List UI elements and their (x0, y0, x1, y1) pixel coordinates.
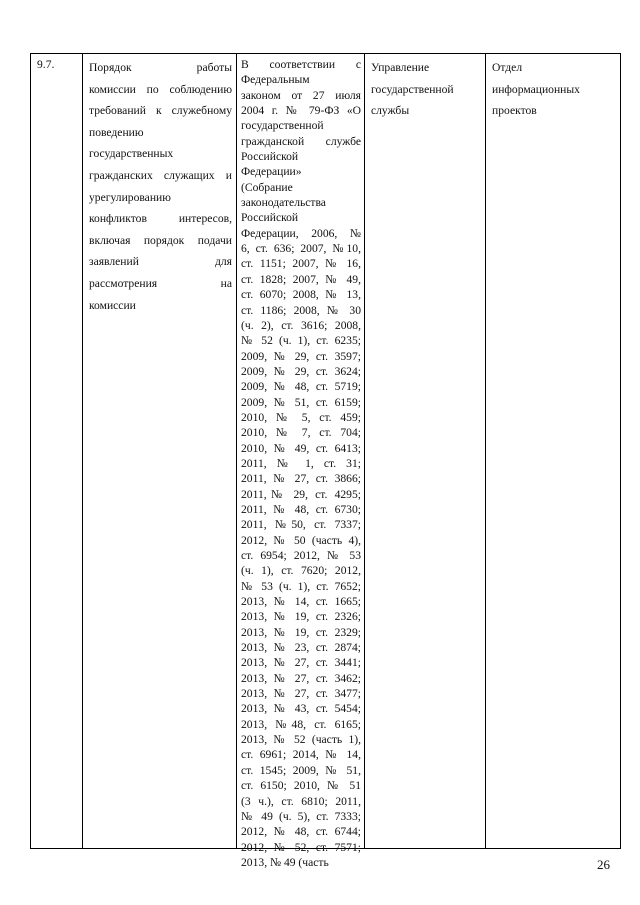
text-line: ст. 1151; 2007, № 16, (241, 257, 361, 271)
text-line: 2011, № 27, ст. 3866; (241, 472, 361, 486)
legal-basis-cell (237, 54, 365, 869)
text-line: 2009, № 29, ст. 3597; (241, 349, 361, 363)
text-line: 2013, № 52 (часть 1), (241, 733, 361, 747)
legal-basis-text (237, 54, 364, 869)
text-line: 2009, № 29, ст. 3624; (241, 364, 361, 378)
text-line: конфликтов интересов, (89, 212, 232, 226)
text-line: 2009, № 51, ст. 6159; (241, 395, 361, 409)
text-line: 2013, № 14, ст. 1665; (241, 595, 361, 609)
text-line: государственных (89, 147, 174, 161)
text-line: № 53 (ч. 1), ст. 7652; (241, 579, 361, 593)
text-line: Российской (241, 211, 299, 225)
text-line: (ч. 2), ст. 3616; 2008, (241, 318, 361, 332)
text-line: поведению (89, 125, 144, 139)
text-line: ст. 6150; 2010, № 51 (241, 779, 361, 793)
text-line: 2010, № 5, ст. 459; (241, 410, 361, 424)
text-line: 2010, № 7, ст. 704; (241, 426, 361, 440)
page-number: 26 (597, 857, 610, 872)
row-number-cell (31, 54, 83, 849)
text-line: заявлений для (89, 255, 232, 269)
text-line: (3 ч.), ст. 6810; 2011, (241, 794, 361, 808)
department-text (365, 54, 485, 848)
text-line: 2013, № 43, ст. 5454; (241, 702, 361, 716)
row-number: 9.7. (37, 58, 55, 71)
text-line: Порядок работы (89, 61, 232, 74)
text-line: № 52 (ч. 1), ст. 6235; (241, 334, 361, 348)
text-line: Отдел (492, 61, 523, 74)
procedure-name-cell (83, 54, 237, 849)
text-line: Федерации» (241, 165, 302, 179)
text-line: 2004 г. № 79-ФЗ «О (241, 104, 361, 118)
text-line: В соответствии с (241, 58, 361, 71)
text-line: проектов (492, 104, 537, 118)
text-line: ст. 6070; 2008, № 13, (241, 288, 361, 302)
text-line: 2011, № 48, ст. 6730; (241, 502, 361, 516)
text-line: 2013, № 19, ст. 2329; (241, 625, 361, 639)
text-line: законодательства (241, 196, 326, 210)
text-line: 2011, № 1, ст. 31; (241, 456, 361, 470)
text-line: (ч. 1), ст. 7620; 2012, (241, 564, 361, 578)
text-line: ст. 1828; 2007, № 49, (241, 272, 361, 286)
text-line: государственной (371, 82, 454, 96)
responsible-unit-cell (486, 54, 621, 849)
text-line: ст. 1186; 2008, № 30 (241, 303, 361, 317)
text-line: 2013, № 27, ст. 3477; (241, 687, 361, 701)
regulation-table (30, 53, 621, 869)
text-line: 6, ст. 636; 2007, №10, (241, 242, 361, 256)
text-line: включая порядок подачи (89, 233, 232, 247)
text-line: № 49 (ч. 5), ст. 7333; (241, 809, 361, 823)
text-line: комиссии (89, 298, 136, 312)
text-line: Управление (371, 61, 430, 74)
text-line: 2011,№ 29, ст. 4295; (241, 487, 361, 501)
text-line: ст. 6954; 2012, № 53 (241, 549, 361, 562)
text-line: гражданской службе (241, 134, 361, 148)
text-line: Федерации, 2006, № (241, 226, 361, 240)
text-line: требований к служебному (89, 104, 232, 118)
text-line: 2013, № 27, ст. 3441; (241, 656, 361, 670)
text-line: Российской (241, 150, 299, 164)
text-line: 2013, № 27, ст. 3462; (241, 671, 361, 685)
text-line: законом от 27 июля (241, 88, 361, 102)
table-row (31, 54, 621, 849)
text-line: гражданских служащих и (89, 168, 232, 182)
text-line: государственной (241, 119, 324, 133)
text-line: рассмотрения на (89, 276, 232, 290)
text-line: 2012, № 48, ст. 6744; (241, 825, 361, 839)
text-line: 2013, № 19, ст. 2326; (241, 610, 361, 624)
text-line: комиссии по соблюдению (89, 82, 232, 96)
responsible-unit-text (486, 54, 620, 848)
text-line: ст. 6961; 2014, № 14, (241, 748, 361, 762)
text-line: 2011, №50, ст. 7337; (241, 518, 361, 532)
text-line: 2012, № 52, ст. 7571; (241, 840, 361, 854)
text-line: информационных (492, 82, 580, 96)
text-line: (Собрание (241, 180, 293, 194)
text-line: службы (371, 104, 410, 118)
text-line: 2009, № 48, ст. 5719; (241, 380, 361, 394)
text-line: урегулированию (89, 190, 171, 204)
text-line: ст. 1545; 2009, № 51, (241, 763, 361, 777)
department-cell (365, 54, 486, 849)
text-line: 2012, № 50 (часть 4), (241, 533, 361, 547)
text-line: 2013, №48, ст. 6165; (241, 717, 361, 731)
text-line: 2013, № 49 (часть (241, 855, 329, 869)
text-line: 2013, № 23, ст. 2874; (241, 641, 361, 655)
text-line: Федеральным (241, 73, 310, 87)
procedure-name-text (83, 54, 236, 848)
text-line: 2010, № 49, ст. 6413; (241, 441, 361, 455)
